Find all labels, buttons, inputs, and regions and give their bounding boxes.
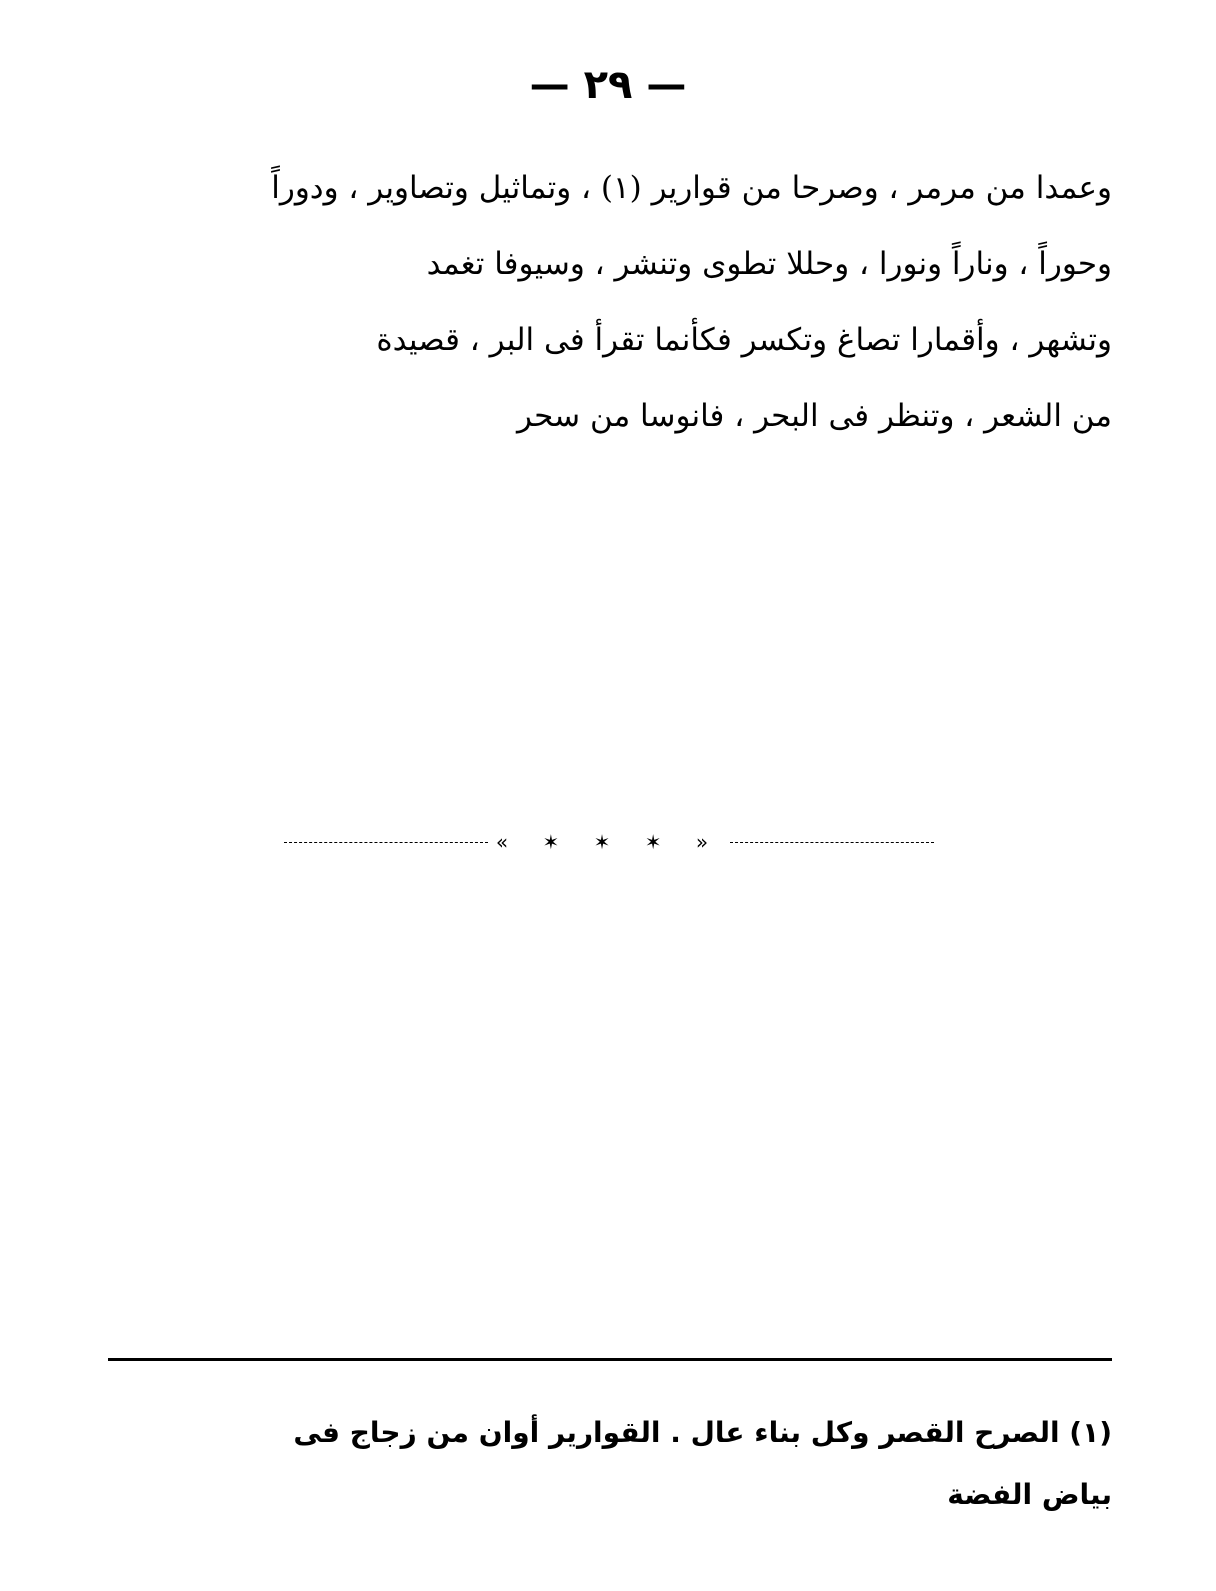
section-divider [284, 830, 934, 854]
footnote [100, 1402, 1112, 1526]
body-line: وتشهر ، وأقمارا تصاغ وتكسر فكأنما تقرأ فى البر ، قصيدة [376, 322, 1112, 358]
page-number: — ٢٩ — [529, 62, 687, 108]
divider-line-right [730, 842, 934, 843]
footnote-rule [108, 1358, 1112, 1361]
footnote-line: (١) الصرح القصر وكل بناء عال . القوارير أوان من زجاج فى [293, 1416, 1112, 1449]
divider-line-left [284, 842, 488, 843]
body-line: وعمدا من مرمر ، وصرحا من قوارير (١) ، وتماثيل وتصاوير ، ودوراً [271, 170, 1112, 206]
divider-ornament: « ✶ ✶ ✶ » [495, 830, 723, 854]
body-paragraph [100, 150, 1112, 454]
body-line: من الشعر ، وتنظر فى البحر ، فانوسا من سحر [517, 398, 1112, 434]
footnote-line: بياض الفضة [947, 1478, 1112, 1511]
body-line: وحوراً ، وناراً ونورا ، وحللا تطوى وتنشر ، وسيوفا تغمد [426, 246, 1112, 282]
